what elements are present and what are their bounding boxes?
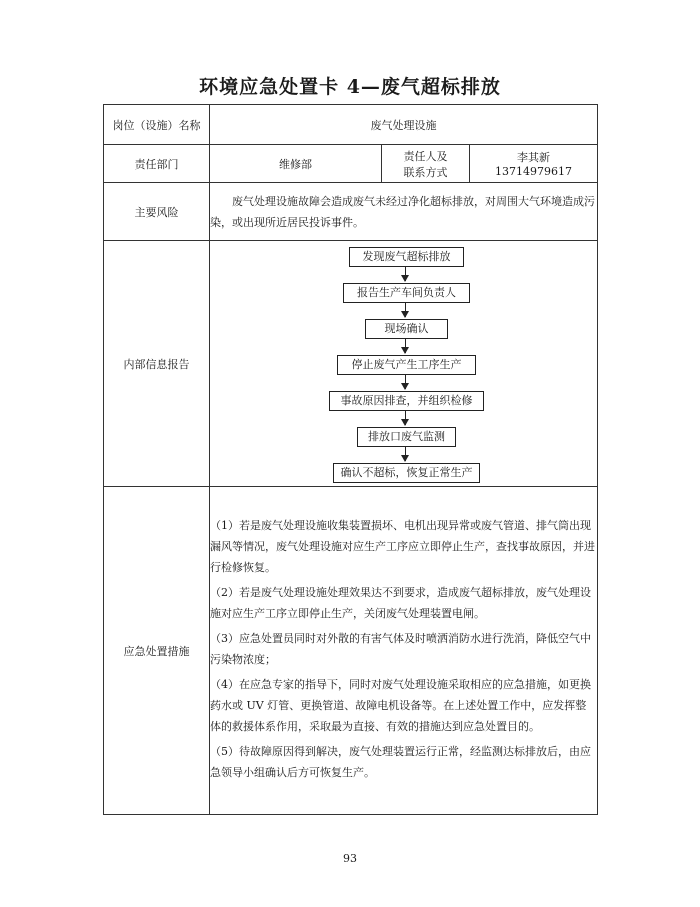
flow-step-2: 报告生产车间负责人 (343, 283, 470, 303)
flow-step-6: 排放口废气监测 (357, 427, 456, 447)
contact-label-line1: 责任人及 (403, 149, 448, 163)
measure-item-4: （4）在应急专家的指导下，同时对废气处理设施采取相应的应急措施，如更换药水或 UV 灯管、更换管道、故障电机设备等。在上述处置工作中，应发挥整体的救援体系作用，采取最为直接、有效的措施达到应急处置目的。 (210, 677, 591, 733)
dept-label: 责任部门 (104, 145, 210, 183)
contact-label (382, 145, 470, 183)
contact-label-line2: 联系方式 (403, 165, 448, 179)
dept-row (104, 145, 598, 183)
flow-arrow-5 (405, 411, 406, 425)
post-row (104, 105, 598, 145)
emergency-card-table (103, 104, 598, 815)
flow-step-5: 事故原因排查，并组织检修 (329, 391, 484, 411)
flow-step-3: 现场确认 (365, 319, 448, 339)
flow-arrow-1 (405, 267, 406, 281)
flow-arrow-3 (405, 339, 406, 353)
measure-item-1: （1）若是废气处理设施收集装置损坏、电机出现异常或废气管道、排气筒出现漏风等情况，废气处理设施对应生产工序应立即停止生产，查找事故原因，并进行检修恢复。 (210, 518, 595, 574)
dept-value: 维修部 (210, 145, 382, 183)
post-label: 岗位（设施）名称 (104, 105, 210, 145)
page-number: 93 (343, 852, 357, 865)
flow-arrow-4 (405, 375, 406, 389)
measure-item-2: （2）若是废气处理设施处理效果达不到要求，造成废气超标排放，废气处理设施对应生产工序立即停止生产，关闭废气处理装置电闸。 (210, 585, 591, 620)
contact-phone: 13714979617 (495, 165, 572, 178)
flowchart-cell (210, 241, 598, 487)
flow-arrow-6 (405, 447, 406, 461)
risk-text: 废气处理设施故障会造成废气未经过净化超标排放，对周围大气环境造成污染，或出现所近居民投诉事件。 (210, 183, 598, 241)
measure-item-3: （3）应急处置员同时对外散的有害气体及时喷洒消防水进行洗消，降低空气中污染物浓度； (210, 631, 591, 666)
flow-arrow-2 (405, 303, 406, 317)
measures-row (104, 487, 598, 815)
flowchart (210, 245, 597, 483)
post-value: 废气处理设施 (210, 105, 598, 145)
report-row (104, 241, 598, 487)
measure-item-5: （5）待故障原因得到解决，废气处理装置运行正常，经监测达标排放后，由应急领导小组确认后方可恢复生产。 (210, 744, 591, 779)
risk-label: 主要风险 (104, 183, 210, 241)
report-label: 内部信息报告 (104, 241, 210, 487)
risk-row (104, 183, 598, 241)
contact-name: 李其新 (517, 151, 550, 164)
flow-step-7: 确认不超标，恢复正常生产 (333, 463, 480, 483)
contact-value (470, 145, 598, 183)
measures-cell (210, 487, 598, 815)
flow-step-1: 发现废气超标排放 (349, 247, 464, 267)
measures-label: 应急处置措施 (104, 487, 210, 815)
page-title: 环境应急处置卡 4—废气超标排放 (199, 76, 501, 98)
flow-step-4: 停止废气产生工序生产 (337, 355, 476, 375)
